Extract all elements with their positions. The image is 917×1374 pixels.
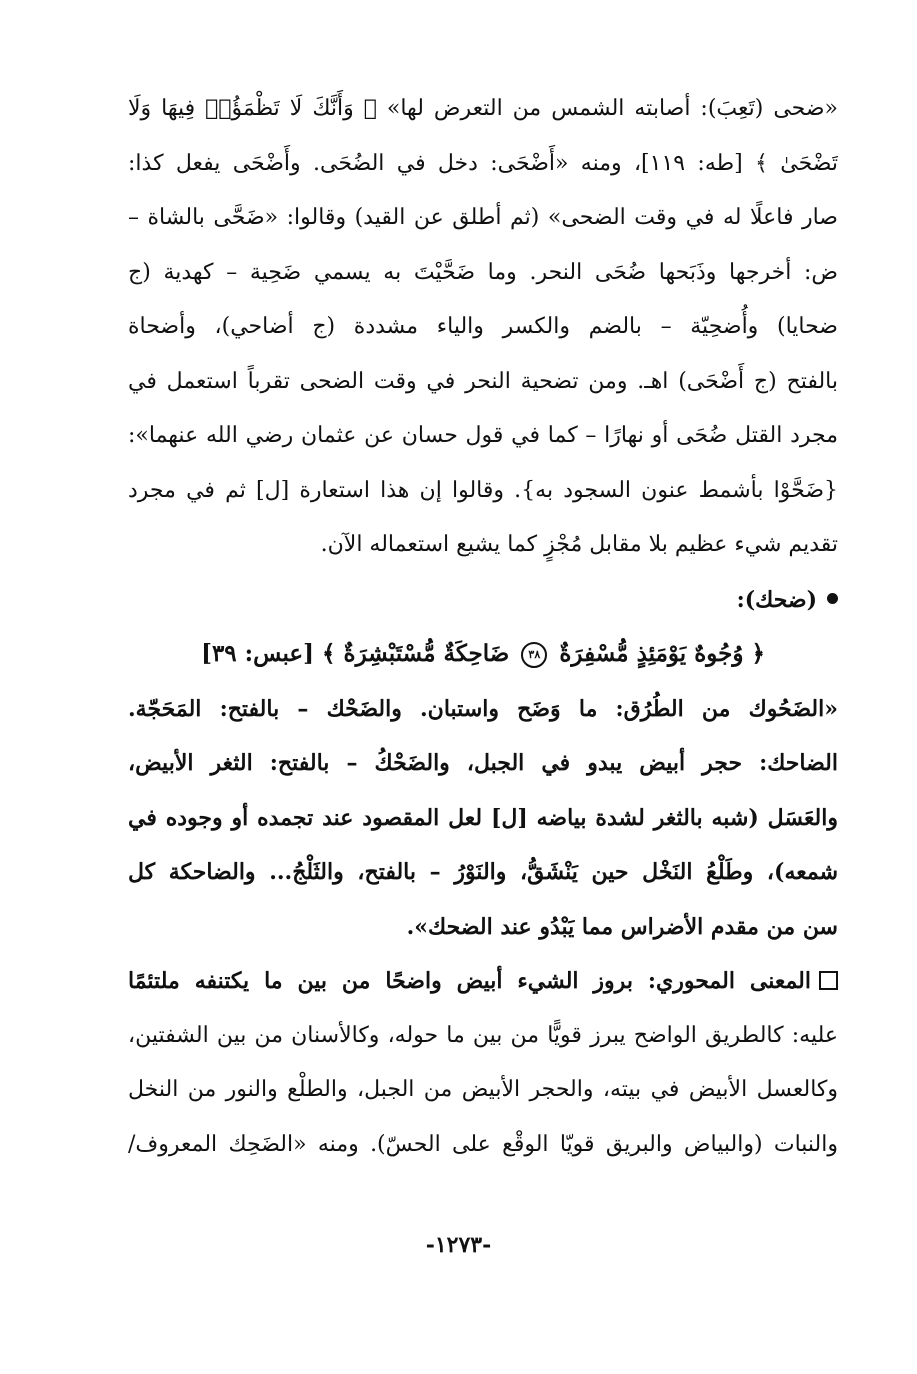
text-line-4: ض: أخرجها وذَبَحها ضُحَى النحر. وما ضَحَّيْتَ به يسمي ضَحِية – كهدية (ج [128,259,838,285]
text-line-1: «ضحى (تَعِبَ): أصابته الشمس من التعرض لها» ﴿ وَأَنَّكَ لَا تَظْمَؤُا۟ فِيهَا وَلَا [128,96,838,121]
core-meaning-label: المعنى المحوري: [647,968,811,994]
text-line-8: {ضَحَّوْا بأشمط عنون السجود به}. وقالوا إن هذا استعارة [ل] ثم في مجرد [128,477,838,503]
verse-number-marker: ٣٨ [521,642,547,668]
text-line-6: بالفتح (ج أَضْحَى) اهـ. ومن تضحية النحر في وقت الضحى تقرباً استعمل في [128,368,838,394]
definition-line-4: شمعه)، وطَلْعُ النَخْل حين يَنْشَقُّ، والنَوْرُ – بالفتح، والثَلْجُ... والضاحكة كل [128,859,838,885]
verse-part-2: ضَاحِكَةٌ مُّسْتَبْشِرَةٌ ﴾ [عبس: ٣٩] [201,640,510,667]
text-line-5: ضحايا) وأُضحِيّة – بالضم والكسر والياء مشددة (ج أضاحي)، وأضحاة [128,314,838,339]
core-meaning-line-3: وكالعسل الأبيض في بيته، والحجر الأبيض من الجبل، والطلْع والنور من النخل [128,1077,838,1102]
core-meaning-line-4: والنبات (والبياض والبريق قويّا الوقْع على الحسّ). ومنه «الضَحِك المعروف/ [128,1131,838,1157]
definition-line-5: سن من مقدم الأضراس مما يَبْدُو عند الضحك». [406,913,838,940]
text-line-3: صار فاعلًا له في وقت الضحى» (ثم أطلق عن القيد) وقالوا: «ضَحَّى بالشاة – [128,205,838,230]
core-meaning-first: بروز الشيء أبيض واضحًا من بين ما يكتنفه ملتئمًا [128,968,648,994]
bullet-icon [827,593,838,604]
entry-heading [128,573,838,628]
page-number: -١٢٧٣- [425,1232,492,1258]
definition-line-2: الضاحك: حجر أبيض يبدو في الجبل، والضَحْكُ – بالفتح: الثغر الأبيض، [128,750,838,776]
text-line-9: تقديم شيء عظيم بلا مقابل مُجْزٍ كما يشيع استعماله الآن. [320,532,838,557]
definition-line-1: «الضَحُوك من الطُرُق: ما وَضَح واستبان. والضَحْك – بالفتح: المَحَجّة. [128,695,838,722]
page-body [128,82,838,1172]
core-meaning-line-1 [128,954,838,1009]
quran-verse [128,627,838,682]
definition-line-3: والعَسَل (شبه بالثغر لشدة بياضه [ل] لعل المقصود عند تجمده أو وجوده في [128,804,838,831]
square-box-icon [819,971,838,990]
entry-heading-text: (ضحك): [736,586,817,613]
text-line-7: مجرد القتل ضُحَى أو نهارًا – كما في قول حسان عن عثمان رضي الله عنهما»: [128,423,838,448]
core-meaning-line-2: عليه: كالطريق الواضح يبرز قويًّا من بين ما حوله، وكالأسنان من بين الشفتين، [128,1022,838,1048]
text-line-2: تَضْحَىٰ ﴾ [طه: ١١٩]، ومنه «أَضْحَى: دخل في الضُحَى. وأَضْحَى يفعل كذا: [128,150,838,176]
verse-part-1: ﴿ وُجُوهٌ يَوْمَئِذٍ مُّسْفِرَةٌ [559,640,765,667]
